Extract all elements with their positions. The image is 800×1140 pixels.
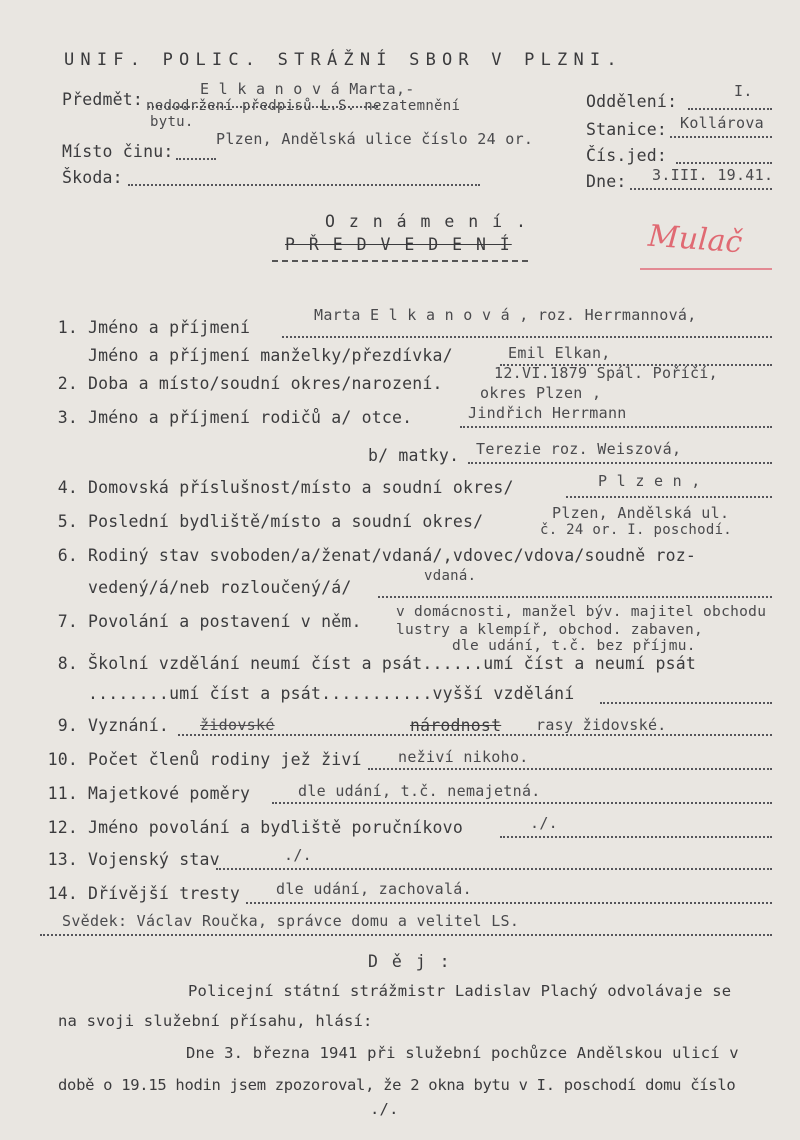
item-value: Marta E l k a n o v á , roz. Herrmannová, [314,306,697,324]
dotted-leader [282,336,772,338]
stamp-line [640,268,772,270]
item-label: Doba a místo/soudní okres/narození. [88,374,443,393]
item-row [40,716,169,735]
dotted-leader [272,802,772,804]
item-number: 7. [57,612,78,631]
item-value-2: č. 24 or. I. poschodí. [540,522,733,538]
item-value: Emil Elkan, [508,344,611,362]
heading-underline [272,260,528,262]
dotted-leader [128,184,480,186]
authority-title: UNIF. POLIC. STRÁŽNÍ SBOR V PLZNI. [64,50,623,70]
dotted-leader [368,768,772,770]
dotted-leader [246,902,772,904]
stanice-value: Kollárova [680,114,764,132]
item-label: Majetkové poměry [88,784,251,803]
item-label: Jméno a příjmení [88,318,251,337]
item-label: Vyznání. [88,716,170,735]
oddeleni-label: Oddělení: [586,92,678,111]
misto-label: Místo činu: [62,142,174,161]
item-value: dle udání, t.č. bez příjmu. [452,638,696,654]
item-label-2: vedený/á/neb rozloučený/á/ [88,578,352,597]
item-number: 3. [57,408,78,427]
item-label: Jméno a příjmení manželky/přezdívka/ [88,346,453,365]
item-value: Jindřich Herrmann [468,404,627,422]
item-row [40,784,250,803]
item-row [40,512,483,531]
item-value: židovské [200,716,275,734]
misto-value: Plzen, Andělská ulice číslo 24 or. [216,130,534,148]
dotted-leader [378,596,772,598]
dne-label: Dne: [586,172,627,191]
struck-heading: P Ř E D V E D E N Í [285,235,512,254]
dotted-leader [688,108,772,110]
item-label: Školní vzdělání neumí číst a psát......umí číst a neumí psát [88,654,697,673]
item-number: 6. [57,546,78,565]
item-number: 2. [57,374,78,393]
dne-value: 3.III. 19.41. [652,166,774,184]
item-row [40,884,240,903]
item-number: 9. [57,716,78,735]
item-value: 12.VI.1879 Spál. Poříčí, [494,364,718,382]
item-value: vdaná. [424,568,477,584]
item-value: dle udání, t.č. nemajetná. [298,782,541,800]
dotted-leader [176,158,216,160]
item-value: v domácnosti, manžel býv. majitel obchodu [396,604,767,620]
item-number: 5. [57,512,78,531]
item-value: ./. [530,814,558,832]
item-number: 13. [47,850,78,869]
item-row [40,750,362,769]
item-number: 8. [57,654,78,673]
item-value: Terezie roz. Weiszová, [476,440,682,458]
item-value: neživí nikoho. [398,748,529,766]
item-label: Dřívější tresty [88,884,241,903]
item-value: P l z e n , [598,472,701,490]
item-number: 12. [47,818,78,837]
predmet-value: E l k a n o v á Marta,- [200,80,415,98]
item-label-2: národnost [410,716,502,735]
item-label: Rodiný stav svoboden/a/ženat/vdaná/,vdovec/vdova/soudně roz- [88,546,697,565]
item-row [40,654,696,673]
item-label-matky: b/ matky. [368,446,460,465]
item-label: Poslední bydliště/místo a soudní okres/ [88,512,484,531]
dotted-leader [630,188,772,190]
witness-line: Svědek: Václav Roučka, správce domu a velitel LS. [62,912,520,930]
item-row [40,318,250,337]
item-label: Jméno a příjmení rodičů a/ otce. [88,408,413,427]
dotted-leader [670,136,772,138]
dotted-leader [468,462,772,464]
item-number: 10. [47,750,78,769]
item-row [40,346,453,365]
narrative-line: ./. [370,1100,399,1118]
item-label: Počet členů rodiny jež živí [88,750,362,769]
narrative-line: na svoji služební přísahu, hlásí: [58,1012,373,1030]
item-number: 11. [47,784,78,803]
dotted-leader [216,868,772,870]
item-label: Domovská příslušnost/místo a soudní okres/ [88,478,514,497]
item-number: 1. [57,318,78,337]
item-row [40,818,463,837]
predmet-value-3: bytu. [150,114,194,130]
dotted-leader [566,496,772,498]
item-number: 14. [47,884,78,903]
stanice-label: Stanice: [586,120,668,139]
narrative-heading: D ě j : [368,952,452,971]
item-value: ./. [284,846,312,864]
item-number: 4. [57,478,78,497]
item-row [40,612,362,631]
item-value-2: rasy židovské. [536,716,667,734]
dotted-leader [40,934,772,936]
stamp-signature: Mulač [646,218,744,261]
dotted-leader [676,162,772,164]
item-row [40,478,514,497]
report-heading: O z n á m e n í . [325,212,528,231]
skoda-label: Škoda: [62,168,123,187]
narrative-line: Dne 3. března 1941 při služební pochůzce Andělskou ulicí v [186,1044,739,1062]
dotted-leader [600,702,772,704]
item-value: dle udání, zachovalá. [276,880,472,898]
predmet-value-2: nedodržení předpisů L.S. nezatemnění [146,98,461,114]
narrative-line: době o 19.15 hodin jsem zpozoroval, že 2 okna bytu v I. poschodí domu číslo [58,1076,736,1094]
item-label-2: ........umí číst a psát...........vyšší vzdělání [88,684,575,703]
predmet-label: Předmět: [62,90,144,109]
oddeleni-value: I. [734,82,753,100]
item-value: Plzen, Andělská ul. [552,504,730,522]
item-value-2: lustry a klempíř, obchod. zabaven, [396,622,704,638]
item-label: Povolání a postavení v něm. [88,612,362,631]
item-row [40,374,443,393]
cis-jed-label: Čís.jed: [586,146,668,165]
dotted-leader [500,836,772,838]
dotted-leader [460,426,772,428]
item-value-2: okres Plzen , [480,384,602,402]
narrative-line: Policejní státní strážmistr Ladislav Plachý odvolávaje se [188,982,732,1000]
item-row [40,546,696,565]
item-label: Vojenský stav [88,850,220,869]
item-row [40,850,220,869]
item-row [40,408,412,427]
item-label: Jméno povolání a bydliště poručníkovo [88,818,463,837]
